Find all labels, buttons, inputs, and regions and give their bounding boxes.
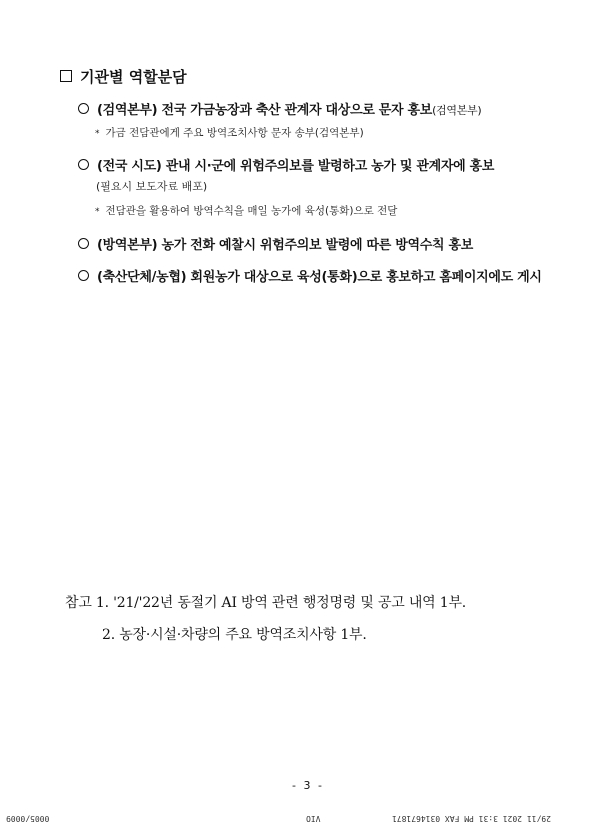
circle-bullet-icon <box>78 238 89 249</box>
bullet-item-provinces <box>78 155 494 174</box>
sub-item-daily-call <box>95 203 397 218</box>
sub-item-sms-note <box>95 125 364 140</box>
bullet-text: (검역본부) 전국 가금농장과 축산 관계자 대상으로 문자 홍보 <box>97 103 433 118</box>
bullet-text: (전국 시도) 관내 시·군에 위험주의보를 발령하고 농가 및 관계자에 홍보 <box>97 159 495 174</box>
bullet-continuation: (필요시 보도자료 배포) <box>96 180 208 193</box>
sub-item-text: 전담관을 활용하여 방역수칙을 매일 농가에 육성(통화)으로 전달 <box>105 205 398 217</box>
fax-page-counter: 0005/0009 <box>6 814 50 823</box>
sub-item-text: 가금 전담관에게 주요 방역조치사항 문자 송부(검역본부) <box>105 127 364 139</box>
checkbox-square-icon <box>60 70 72 82</box>
bullet-text: (축산단체/농협) 회원농가 대상으로 육성(통화)으로 홍보하고 홈페이지에도 게시 <box>97 270 542 285</box>
bullet-item-livestock-groups <box>78 266 542 285</box>
page-number: - 3 - <box>292 779 324 792</box>
circle-bullet-icon <box>78 103 89 114</box>
section-heading-text: 기관별 역할분담 <box>80 68 187 86</box>
circle-bullet-icon <box>78 270 89 281</box>
bullet-text: (방역본부) 농가 전화 예찰시 위험주의보 발령에 따른 방역수칙 홍보 <box>97 238 474 253</box>
circle-bullet-icon <box>78 159 89 170</box>
fax-sender-code: VIO <box>306 814 321 823</box>
section-heading <box>60 66 187 87</box>
reference-note-2: 2. 농장·시설·차량의 주요 방역조치사항 1부. <box>102 627 367 643</box>
bullet-suffix: (검역본부) <box>432 104 482 117</box>
fax-timestamp: 29/11 2021 3:31 PM FAX 0314671871 <box>392 814 551 823</box>
asterisk-icon: * <box>95 129 100 139</box>
bullet-item-prevention-agency <box>78 234 473 253</box>
bullet-item-quarantine-agency <box>78 99 481 118</box>
asterisk-icon: * <box>95 207 100 217</box>
reference-note-1: 참고 1. '21/'22년 동절기 AI 방역 관련 행정명령 및 공고 내역 1부. <box>65 595 467 611</box>
